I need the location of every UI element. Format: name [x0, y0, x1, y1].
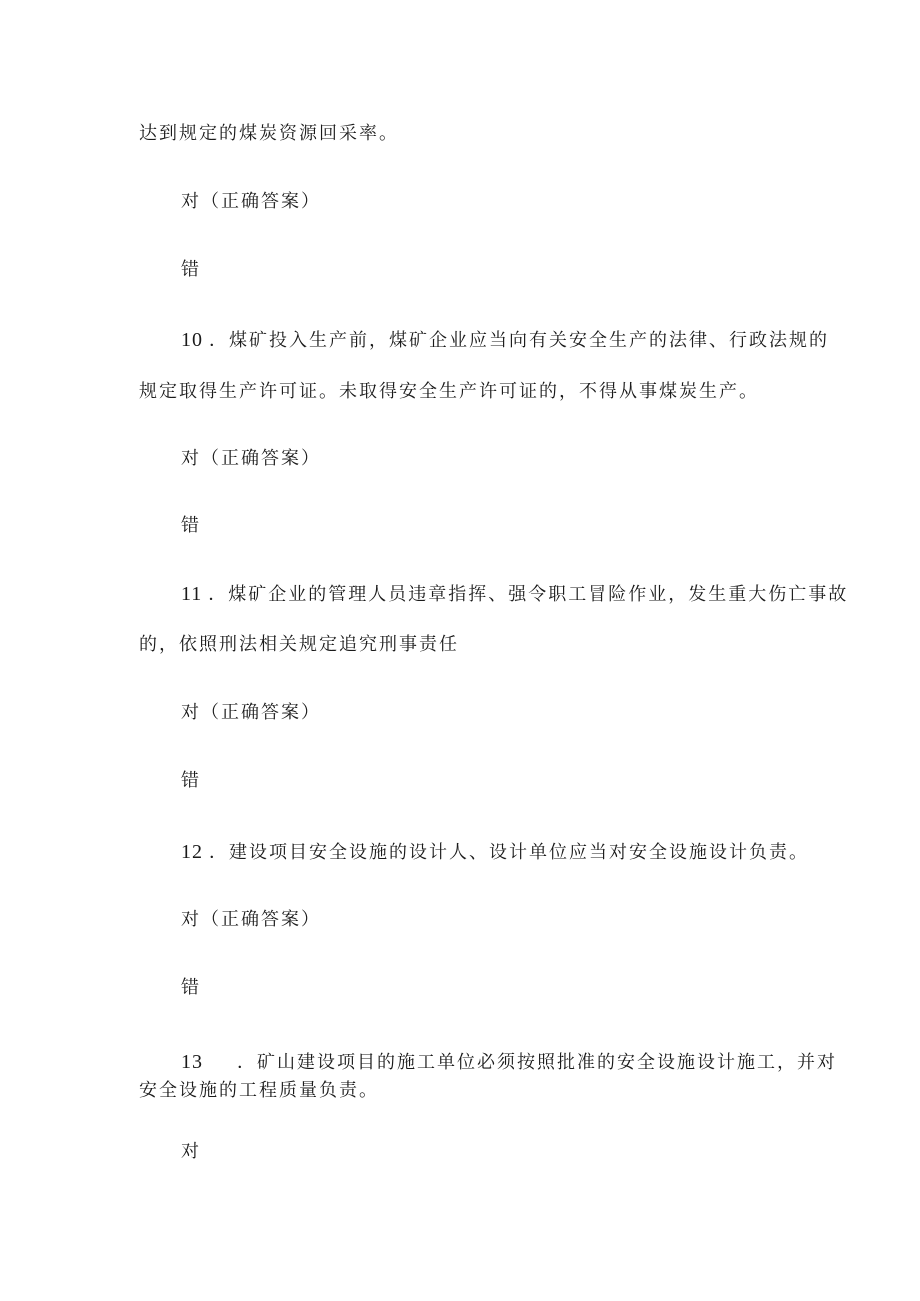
question-10-line-1: [181, 328, 829, 353]
question-13-option-true[interactable]: 对: [181, 1141, 201, 1162]
question-12-option-true[interactable]: 对（正确答案）: [181, 909, 321, 930]
question-11-line-2: 的，依照刑法相关规定追究刑事责任: [139, 634, 459, 655]
question-13-line-1: [181, 1050, 837, 1075]
question-10-line-2: 规定取得生产许可证。未取得安全生产许可证的，不得从事煤炭生产。: [139, 381, 759, 402]
question-11-number: 11: [181, 583, 203, 605]
question-11-text-1: ．煤矿企业的管理人员违章指挥、强令职工冒险作业，发生重大伤亡事故: [208, 584, 849, 605]
question-10-text-1: ．煤矿投入生产前，煤矿企业应当向有关安全生产的法律、行政法规的: [209, 330, 829, 351]
question-13-text-1: ．矿山建设项目的施工单位必须按照批准的安全设施设计施工，并对: [237, 1052, 837, 1073]
question-13-line-2: 安全设施的工程质量负责。: [139, 1080, 379, 1101]
question-11-option-true[interactable]: 对（正确答案）: [181, 702, 321, 723]
question-12-line-1: [181, 840, 809, 865]
question-10-option-true[interactable]: 对（正确答案）: [181, 448, 321, 469]
question-12-text-1: ．建设项目安全设施的设计人、设计单位应当对安全设施设计负责。: [209, 842, 809, 863]
question-10-option-false[interactable]: 错: [181, 515, 201, 536]
question-11-option-false[interactable]: 错: [181, 770, 201, 791]
question-13-number: 13: [181, 1051, 203, 1073]
question-12-option-false[interactable]: 错: [181, 977, 201, 998]
question-12-number: 12: [181, 841, 203, 863]
question-10-number: 10: [181, 329, 203, 351]
question-9-option-true[interactable]: 对（正确答案）: [181, 191, 321, 212]
question-9-option-false[interactable]: 错: [181, 259, 201, 280]
question-9-text-tail: 达到规定的煤炭资源回采率。: [139, 123, 399, 144]
question-11-line-1: [181, 582, 848, 607]
